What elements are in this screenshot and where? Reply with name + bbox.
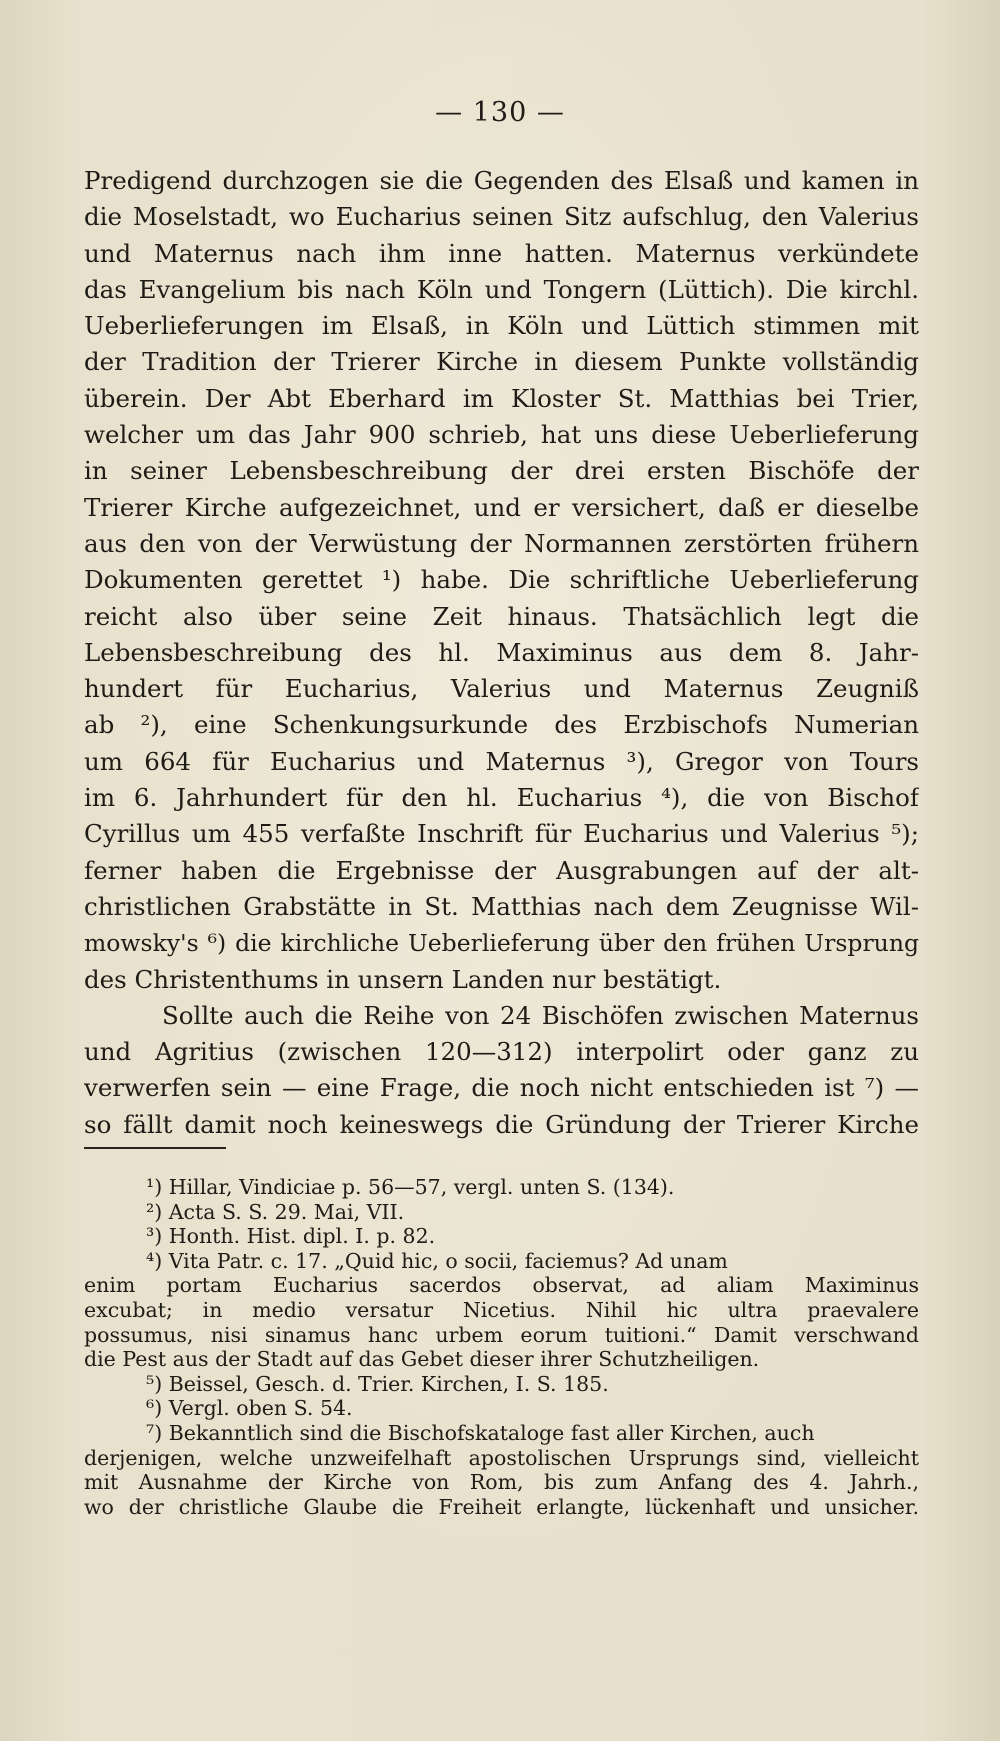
body-line: im 6. Jahrhundert für den hl. Eucharius ⁴), die von Bischof: [84, 783, 919, 813]
body-line: mowsky's ⁶) die kirchliche Ueberlieferung über den frühen Ursprung: [84, 929, 919, 958]
body-line: Dokumenten gerettet ¹) habe. Die schriftliche Ueberlieferung: [84, 565, 919, 595]
footnote-line: ⁷) Bekanntlich sind die Bischofskataloge fast aller Kirchen, auch: [146, 1420, 815, 1445]
body-line: Lebensbeschreibung des hl. Maximinus aus dem 8. Jahr-: [84, 637, 919, 667]
body-line: Predigend durchzogen sie die Gegenden des Elsaß und kamen in: [84, 166, 919, 195]
footnote-line: derjenigen, welche unzweifelhaft apostolischen Ursprungs sind, vielleicht: [84, 1445, 919, 1470]
body-line: und Maternus nach ihm inne hatten. Maternus verkündete: [84, 238, 919, 268]
body-line: in seiner Lebensbeschreibung der drei ersten Bischöfe der: [84, 456, 919, 486]
body-line: der Tradition der Trierer Kirche in diesem Punkte vollständig: [84, 347, 919, 377]
body-line: um 664 für Eucharius und Maternus ³), Gregor von Tours: [84, 746, 919, 776]
body-line: des Christenthums in unsern Landen nur bestätigt.: [84, 964, 722, 994]
page-number: — 130 —: [435, 97, 565, 128]
body-text: [84, 163, 919, 1143]
footnotes: [84, 1175, 919, 1519]
footnote-line: mit Ausnahme der Kirche von Rom, bis zum Anfang des 4. Jahrh.,: [84, 1470, 919, 1495]
body-line: ab ²), eine Schenkungsurkunde des Erzbischofs Numerian: [84, 710, 919, 740]
body-line: so fällt damit noch keineswegs die Gründung der Trierer Kirche: [84, 1109, 919, 1139]
footnote-line: wo der christliche Glaube die Freiheit erlangte, lückenhaft und unsicher.: [84, 1494, 919, 1519]
body-line: Cyrillus um 455 verfaßte Inschrift für Eucharius und Valerius ⁵);: [84, 819, 919, 849]
body-line: reicht also über seine Zeit hinaus. Thatsächlich legt die: [84, 601, 919, 631]
body-line: aus den von der Verwüstung der Normannen zerstörten frühern: [84, 528, 919, 558]
footnote-line: ⁴) Vita Patr. c. 17. „Quid hic, o socii, faciemus? Ad unam: [146, 1248, 728, 1273]
footnote-line: enim portam Eucharius sacerdos observat, ad aliam Maximinus: [84, 1273, 919, 1298]
footnote-line: ³) Honth. Hist. dipl. I. p. 82.: [146, 1224, 436, 1249]
body-line: verwerfen sein — eine Frage, die noch nicht entschieden ist ⁷) —: [84, 1073, 919, 1103]
footnote-line: ⁵) Beissel, Gesch. d. Trier. Kirchen, I. S. 185.: [146, 1371, 609, 1396]
body-line: das Evangelium bis nach Köln und Tongern (Lüttich). Die kirchl.: [84, 274, 919, 304]
footnote-line: ²) Acta S. S. 29. Mai, VII.: [146, 1199, 405, 1224]
footnote-line: die Pest aus der Stadt auf das Gebet dieser ihrer Schutzheiligen.: [84, 1347, 760, 1372]
body-line: überein. Der Abt Eberhard im Kloster St. Matthias bei Trier,: [84, 383, 919, 413]
footnote-line: possumus, nisi sinamus hanc urbem eorum tuitioni.“ Damit verschwand: [84, 1322, 919, 1347]
body-line: hundert für Eucharius, Valerius und Maternus Zeugniß: [84, 674, 919, 704]
body-line: Sollte auch die Reihe von 24 Bischöfen zwischen Maternus: [162, 1000, 919, 1030]
body-line: und Agritius (zwischen 120—312) interpolirt oder ganz zu: [84, 1037, 919, 1067]
body-line: Ueberlieferungen im Elsaß, in Köln und Lüttich stimmen mit: [84, 311, 919, 341]
body-line: ferner haben die Ergebnisse der Ausgrabungen auf der alt-: [84, 855, 919, 885]
body-line: die Moselstadt, wo Eucharius seinen Sitz aufschlug, den Valerius: [84, 202, 919, 232]
body-line: christlichen Grabstätte in St. Matthias nach dem Zeugnisse Wil-: [84, 891, 919, 921]
footnote-line: excubat; in medio versatur Nicetius. Nihil hic ultra praevalere: [84, 1297, 919, 1322]
footnote-line: ⁶) Vergl. oben S. 54.: [146, 1396, 353, 1421]
footnote-divider: [84, 1147, 226, 1149]
body-line: Trierer Kirche aufgezeichnet, und er versichert, daß er dieselbe: [84, 492, 919, 522]
footnote-line: ¹) Hillar, Vindiciae p. 56—57, vergl. unten S. (134).: [146, 1175, 675, 1199]
body-line: welcher um das Jahr 900 schrieb, hat uns diese Ueberlieferung: [84, 420, 919, 450]
